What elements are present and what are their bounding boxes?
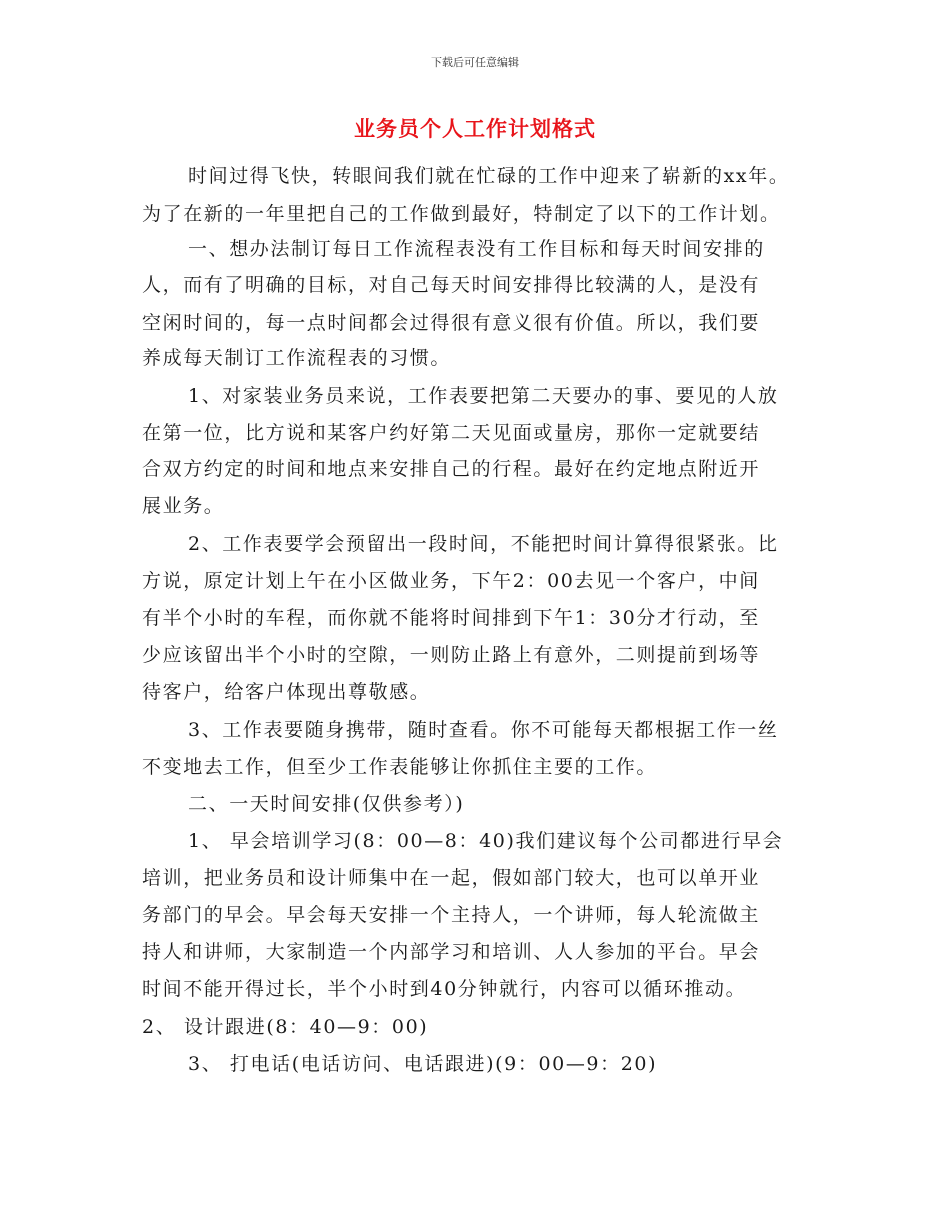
paragraph-line: 3、工作表要随身携带，随时查看。你不可能每天都根据工作一丝 bbox=[188, 719, 779, 741]
paragraph-line: 1、 早会培训学习(8：00—8：40)我们建议每个公司都进行早会 bbox=[188, 830, 784, 852]
paragraph-line: 二、一天时间安排(仅供参考）) bbox=[188, 793, 465, 815]
paragraph-line: 在第一位，比方说和某客户约好第二天见面或量房，那你一定就要结 bbox=[142, 422, 761, 444]
paragraph-line: 培训，把业务员和设计师集中在一起，假如部门较大，也可以单开业 bbox=[142, 867, 761, 889]
paragraph-line: 方说，原定计划上午在小区做业务，下午2：00去见一个客户，中间 bbox=[142, 570, 760, 592]
paragraph-line: 一、想办法制订每日工作流程表没有工作目标和每天时间安排的 bbox=[188, 238, 765, 260]
paragraph-line: 1、对家装业务员来说，工作表要把第二天要办的事、要见的人放 bbox=[188, 385, 779, 407]
paragraph-line: 务部门的早会。早会每天安排一个主持人，一个讲师，每人轮流做主 bbox=[142, 904, 761, 926]
paragraph-line: 2、工作表要学会预留出一段时间，不能把时间计算得很紧张。比 bbox=[188, 533, 779, 555]
paragraph-line: 持人和讲师，大家制造一个内部学习和培训、人人参加的平台。早会 bbox=[142, 941, 761, 963]
paragraph-line: 时间不能开得过长，半个小时到40分钟就行，内容可以循环推动。 bbox=[142, 978, 747, 1000]
paragraph-line: 为了在新的一年里把自己的工作做到最好，特制定了以下的工作计划。 bbox=[142, 203, 781, 225]
paragraph-line: 有半个小时的车程，而你就不能将时间排到下午1：30分才行动，至 bbox=[142, 607, 760, 629]
paragraph-line: 待客户，给客户体现出尊敬感。 bbox=[142, 681, 431, 703]
paragraph-line: 空闲时间的，每一点时间都会过得很有意义很有价值。所以，我们要 bbox=[142, 312, 761, 334]
paragraph-line: 人，而有了明确的目标，对自己每天时间安排得比较满的人，是没有 bbox=[142, 274, 761, 296]
paragraph-line: 合双方约定的时间和地点来安排自己的行程。最好在约定地点附近开 bbox=[142, 458, 761, 480]
paragraph-line: 不变地去工作，但至少工作表能够让你抓住主要的工作。 bbox=[142, 756, 658, 778]
paragraph-line: 展业务。 bbox=[142, 495, 225, 517]
paragraph-line: 少应该留出半个小时的空隙，一则防止路上有意外，二则提前到场等 bbox=[142, 644, 761, 666]
paragraph-line: 养成每天制订工作流程表的习惯。 bbox=[142, 347, 452, 369]
page-header-note: 下载后可任意编辑 bbox=[431, 56, 519, 69]
paragraph-line: 时间过得飞快，转眼间我们就在忙碌的工作中迎来了崭新的xx年。 bbox=[188, 165, 790, 187]
document-title: 业务员个人工作计划格式 bbox=[354, 117, 596, 141]
paragraph-line: 2、 设计跟进(8：40—9：00) bbox=[142, 1016, 429, 1038]
paragraph-line: 3、 打电话(电话访问、电话跟进)(9：00—9：20) bbox=[188, 1053, 658, 1075]
